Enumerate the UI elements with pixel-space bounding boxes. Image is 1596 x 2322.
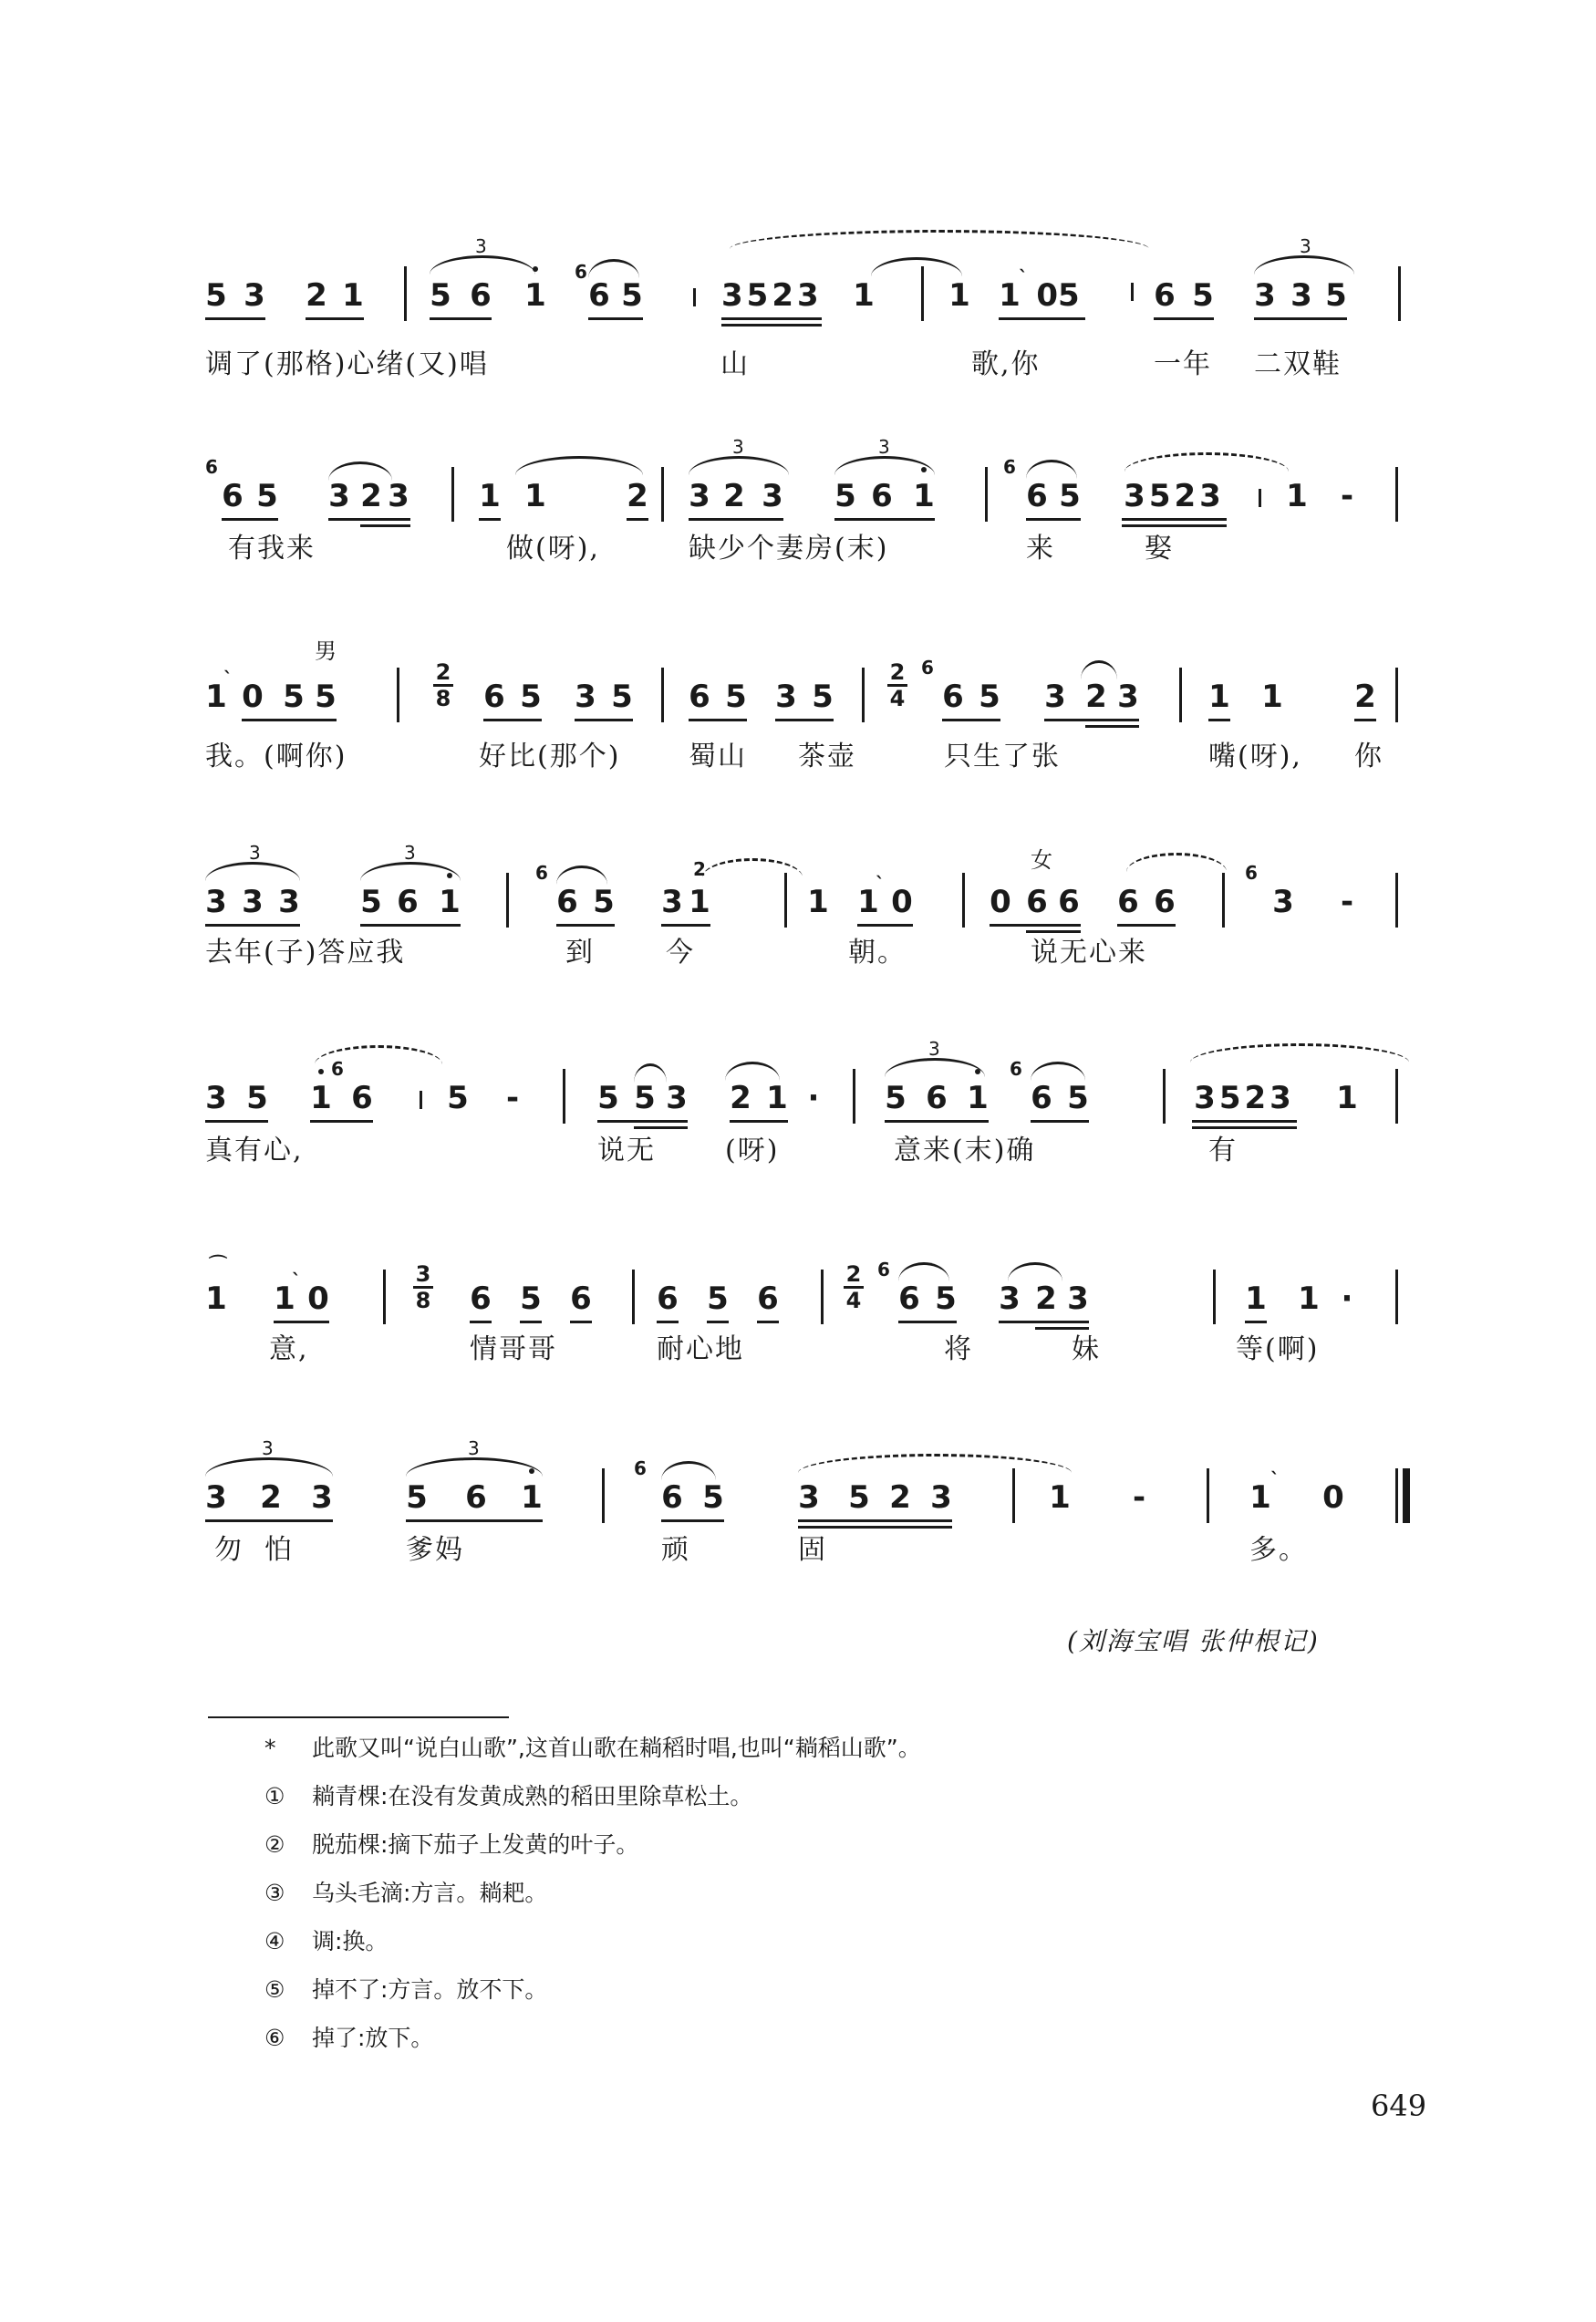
- note: 2: [1035, 1280, 1057, 1317]
- voice-label: 男: [315, 638, 337, 664]
- notes-row: ⌒ 1 1 ` 0 3 8 6 5 6 6 5 6 2 4 6 6 5 3 2 3 1 1 ·: [205, 1259, 1414, 1332]
- lyric: 做(呀),: [506, 533, 600, 565]
- note: 5: [597, 1080, 619, 1116]
- lyric: 勿: [214, 1534, 244, 1566]
- note: 5: [1325, 277, 1347, 314]
- note: 1: [1249, 1479, 1271, 1516]
- lyric: 今: [666, 937, 695, 969]
- lyric: 好比(那个): [479, 741, 621, 772]
- note: 1: [1298, 1280, 1320, 1317]
- note: 5: [593, 884, 615, 920]
- note: 1: [1261, 679, 1283, 715]
- note: 1: [274, 1280, 295, 1317]
- note: 1: [479, 478, 501, 514]
- note: 1: [521, 1479, 543, 1516]
- lyric: 缺少个妻房(末): [689, 533, 889, 565]
- lyric: 说无: [597, 1135, 656, 1166]
- note: 1: [439, 884, 461, 920]
- note: 6: [657, 1280, 679, 1317]
- note: 1: [205, 1280, 227, 1317]
- note: 6: [1031, 1080, 1052, 1116]
- lyric: 调了(那格)心绪(又)唱: [205, 348, 489, 380]
- note: 6: [465, 1479, 487, 1516]
- note: 6: [942, 679, 964, 715]
- note: 0: [891, 884, 913, 920]
- notes-row: 3 3 2 3 3 5 6 1 6 6 5 3 5 2 3 1 - 1 ` 0: [205, 1457, 1414, 1530]
- note: 3: [999, 1280, 1021, 1317]
- note: 3: [1272, 884, 1294, 920]
- note: 2: [1085, 679, 1107, 715]
- note: 3: [661, 884, 683, 920]
- note: -: [1132, 1479, 1146, 1516]
- footnote: ② 脱茄棵:摘下茄子上发黄的叶子。: [264, 1831, 639, 1858]
- time-signature: 2 4: [887, 660, 907, 710]
- note: 6: [222, 478, 244, 514]
- note: 1: [689, 884, 710, 920]
- note: 3: [205, 1080, 227, 1116]
- note: 5: [1059, 478, 1081, 514]
- note: 6: [898, 1280, 920, 1317]
- note: 3: [1044, 679, 1066, 715]
- note: 2: [260, 1479, 282, 1516]
- note: -: [1340, 478, 1354, 514]
- note: -: [505, 1080, 520, 1116]
- note: 6: [757, 1280, 779, 1317]
- note: 1: [310, 1080, 332, 1116]
- footnote: ④ 调:换。: [264, 1928, 389, 1954]
- note: 5: [360, 884, 382, 920]
- note: 6: [483, 679, 505, 715]
- note: 6: [926, 1080, 948, 1116]
- lyric: 情哥哥: [470, 1333, 557, 1365]
- lyric: 真有心,: [205, 1135, 304, 1166]
- notes-row: 3 5 1 6 6 5 - 5 5 3 2 1 · 3 5 6 1 6 6 5 3523 1: [205, 1058, 1414, 1131]
- note: ·: [807, 1080, 820, 1116]
- note: 3: [1290, 277, 1312, 314]
- page-number: 649: [1371, 2089, 1427, 2123]
- note: 3: [689, 478, 710, 514]
- note: 5: [520, 679, 542, 715]
- note: 6: [689, 679, 710, 715]
- lyric: 歌,你: [971, 348, 1041, 380]
- note: 3: [666, 1080, 688, 1116]
- footnote: ① 耥青棵:在没有发黄成熟的稻田里除草松土。: [264, 1783, 753, 1809]
- note: 0: [1322, 1479, 1344, 1516]
- lyric: 到: [565, 937, 595, 969]
- note: 1: [1245, 1280, 1267, 1317]
- note: 2: [730, 1080, 751, 1116]
- lyrics-row: [205, 531, 1414, 567]
- lyric: 有: [1208, 1135, 1238, 1166]
- note: 05: [1036, 277, 1080, 314]
- note: 5: [1192, 277, 1214, 314]
- note: 3523: [1124, 478, 1225, 514]
- note: 5: [707, 1280, 729, 1317]
- note: 5: [256, 478, 278, 514]
- notes-row: 女 3 3 3 3 3 5 6 1 6 6 5 2 3 1 1 1 ` 0 0 6 6 6 6 6 3 -: [205, 862, 1414, 935]
- note: 1: [766, 1080, 788, 1116]
- note: 6: [661, 1479, 683, 1516]
- lyric: 茶壶: [798, 741, 856, 772]
- lyric: 朝。: [848, 937, 907, 969]
- lyric: 二双鞋: [1254, 348, 1342, 380]
- note: 5: [611, 679, 633, 715]
- lyric: (呀): [725, 1135, 780, 1166]
- lyrics-row: [205, 1332, 1414, 1368]
- note: 6: [1117, 884, 1139, 920]
- note: 3523: [721, 277, 823, 314]
- lyric: 一年: [1154, 348, 1212, 380]
- note: 1: [857, 884, 879, 920]
- note: ·: [1341, 1280, 1353, 1317]
- note: 0: [307, 1280, 329, 1317]
- note: 6: [570, 1280, 592, 1317]
- lyric: 去年(子)答应我: [205, 937, 406, 969]
- footnote-rule: [208, 1716, 509, 1718]
- note: 5: [634, 1080, 656, 1116]
- note: 6: [470, 1280, 492, 1317]
- lyrics-row: [205, 1532, 1414, 1569]
- lyric: 耐心地: [657, 1333, 744, 1365]
- note: 5: [283, 679, 305, 715]
- note: 3: [328, 478, 350, 514]
- note: 1: [1336, 1080, 1358, 1116]
- lyric: 娶: [1145, 533, 1174, 565]
- note: 6: [1154, 277, 1176, 314]
- note: 5: [246, 1080, 268, 1116]
- performer-credit: (刘海宝唱 张仲根记): [1067, 1626, 1320, 1656]
- lyric: 山: [720, 348, 750, 380]
- note: 5: [205, 277, 227, 314]
- lyric: 只生了张: [944, 741, 1061, 772]
- note: 3: [205, 884, 227, 920]
- note: 5: [315, 679, 337, 715]
- time-signature: 3 8: [413, 1262, 433, 1312]
- note: 6: [1058, 884, 1080, 920]
- note: 3: [575, 679, 596, 715]
- note: 1: [524, 277, 546, 314]
- note: 2: [627, 478, 648, 514]
- note: -: [1340, 884, 1354, 920]
- lyrics-row: [205, 347, 1414, 383]
- note: 3: [1254, 277, 1276, 314]
- lyric: 将: [944, 1333, 973, 1365]
- lyric: 顽: [661, 1534, 690, 1566]
- note: 3: [311, 1479, 333, 1516]
- lyric: 妹: [1072, 1333, 1101, 1365]
- note: 5: [812, 679, 834, 715]
- time-signature: 2 4: [844, 1262, 864, 1312]
- lyrics-row: [205, 1133, 1414, 1169]
- note: 6: [351, 1080, 373, 1116]
- note: 6: [1026, 884, 1048, 920]
- note: 1: [999, 277, 1021, 314]
- note: 2: [723, 478, 745, 514]
- note: 1: [1208, 679, 1230, 715]
- lyric: 蜀山: [689, 741, 747, 772]
- note: 5: [447, 1080, 469, 1116]
- note: 3: [242, 884, 264, 920]
- lyric: 我。(啊你): [205, 741, 347, 772]
- note: 2: [306, 277, 327, 314]
- lyric: 意来(末)确: [894, 1135, 1036, 1166]
- note: 2: [1354, 679, 1376, 715]
- lyric: 来: [1026, 533, 1055, 565]
- lyric: 嘴(呀),: [1208, 741, 1302, 772]
- note: 1: [948, 277, 970, 314]
- note: 6: [1154, 884, 1176, 920]
- note: 2: [360, 478, 382, 514]
- footnote: * 此歌又叫“说白山歌”,这首山歌在耥稻时唱,也叫“耥稻山歌”。: [264, 1735, 921, 1761]
- lyric: 意,: [269, 1333, 309, 1365]
- note: 6: [470, 277, 492, 314]
- notes-row: 男 1 ` 0 5 5 2 8 6 5 3 5 6 5 3 5 2 4 6 6 5 3 2 3 1 1 2: [205, 657, 1414, 730]
- note: 5: [702, 1479, 724, 1516]
- note: 3: [762, 478, 783, 514]
- notes-row: 6 6 5 3 2 3 1 1 2 3 3 2 3 3 5 6 1 6 6 5 3523 1 -: [205, 456, 1414, 529]
- note: 3: [775, 679, 797, 715]
- note: 5: [935, 1280, 957, 1317]
- note: 3: [798, 1479, 820, 1516]
- note: 5: [725, 679, 747, 715]
- note: 6: [1026, 478, 1048, 514]
- note: 1: [1286, 478, 1308, 514]
- note: 3: [278, 884, 300, 920]
- note: 2: [889, 1479, 911, 1516]
- footnote: ⑥ 掉了:放下。: [264, 2025, 434, 2051]
- note: 5: [834, 478, 856, 514]
- note: 1: [1049, 1479, 1071, 1516]
- notes-row: 5 3 2 1 3 5 6 1 6 6 5 3523 1 1 1 ` 05 6 5 3 3 3 5: [205, 255, 1414, 328]
- note: 5: [885, 1080, 907, 1116]
- lyric: 等(啊): [1236, 1333, 1320, 1365]
- note: 3: [388, 478, 409, 514]
- note: 1: [205, 679, 227, 715]
- note: 5: [621, 277, 643, 314]
- note: 1: [913, 478, 935, 514]
- note: 1: [342, 277, 364, 314]
- note: 5: [1067, 1080, 1089, 1116]
- note: 5: [406, 1479, 428, 1516]
- note: 5: [979, 679, 1000, 715]
- footnote: ③ 乌头毛滴:方言。耥耙。: [264, 1880, 548, 1906]
- footnote: ⑤ 掉不了:方言。放不下。: [264, 1976, 548, 2003]
- note: 0: [242, 679, 264, 715]
- note: 1: [853, 277, 875, 314]
- note: 3: [1117, 679, 1139, 715]
- lyric: 多。: [1249, 1534, 1308, 1566]
- lyrics-row: [205, 739, 1414, 775]
- note: 3: [244, 277, 265, 314]
- time-signature: 2 8: [433, 660, 453, 710]
- lyric: 固: [798, 1534, 827, 1566]
- note: 6: [588, 277, 610, 314]
- note: 0: [990, 884, 1011, 920]
- note: 6: [556, 884, 578, 920]
- note: 5: [848, 1479, 870, 1516]
- note: 3: [930, 1479, 952, 1516]
- note: 6: [871, 478, 893, 514]
- note: 6: [397, 884, 419, 920]
- note: 5: [430, 277, 451, 314]
- lyric: 有我来: [228, 533, 316, 565]
- lyrics-row: [205, 935, 1414, 971]
- note: 3: [1067, 1280, 1089, 1317]
- note: 5: [520, 1280, 542, 1317]
- lyric: 爹妈: [406, 1534, 464, 1566]
- note: 1: [524, 478, 546, 514]
- lyric: 怕: [264, 1534, 294, 1566]
- note: 1: [967, 1080, 989, 1116]
- note: 3523: [1194, 1080, 1295, 1116]
- voice-label: 女: [1031, 847, 1052, 873]
- note: 1: [807, 884, 829, 920]
- lyric: 你: [1354, 741, 1384, 772]
- lyric: 说无心来: [1031, 937, 1147, 969]
- note: 3: [205, 1479, 227, 1516]
